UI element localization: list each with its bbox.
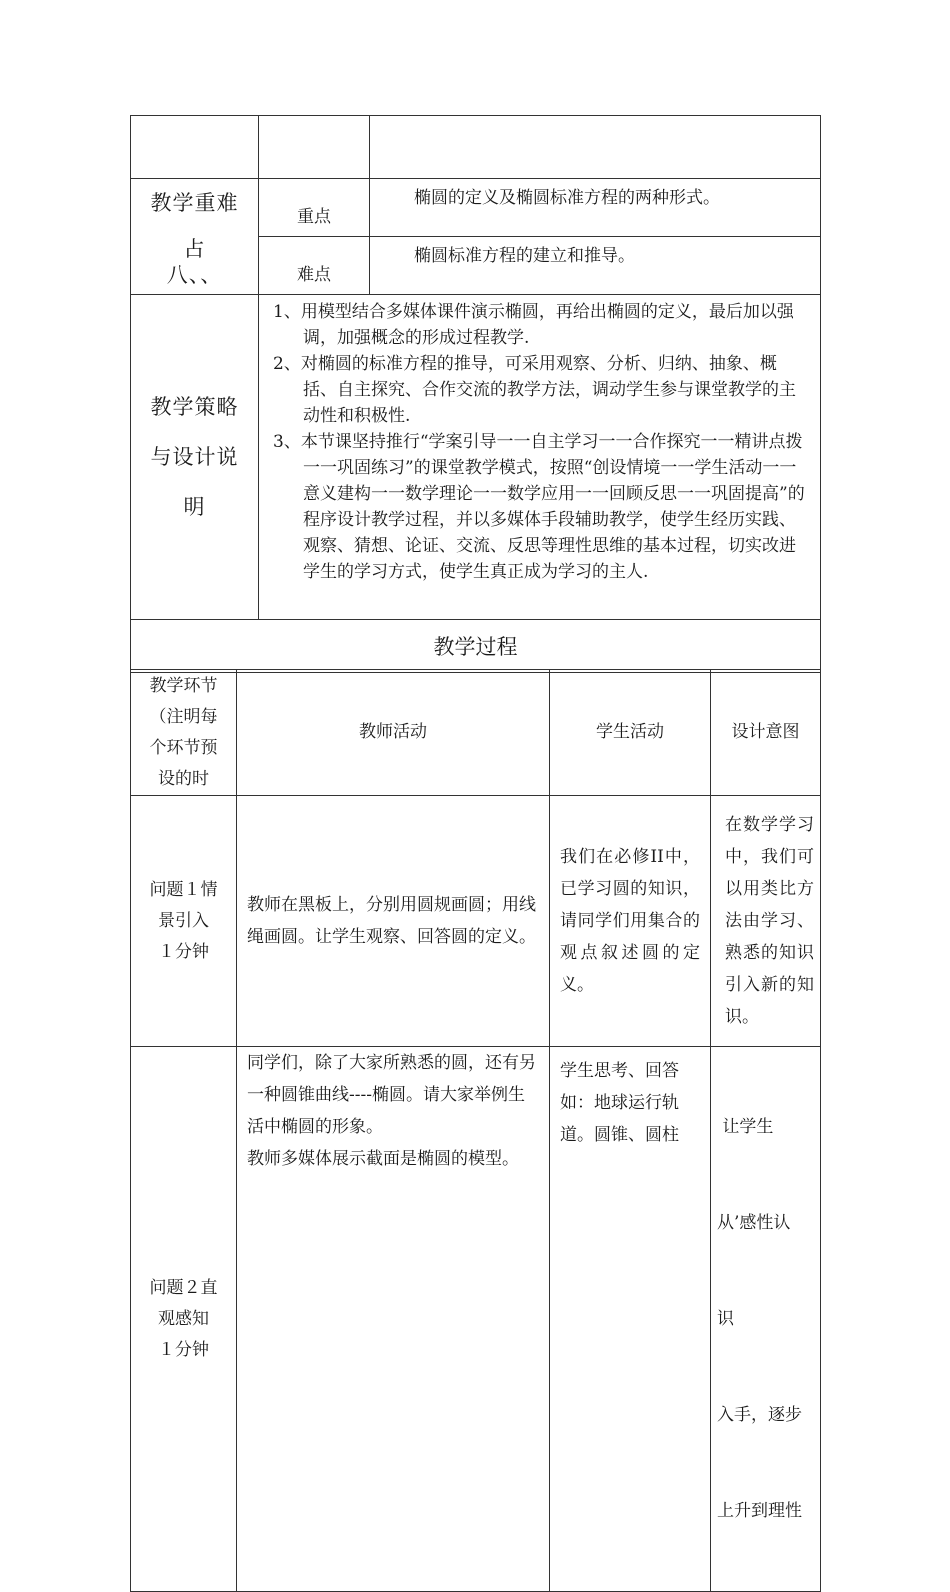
- stage-cell: [131, 796, 237, 1047]
- header-line: 设的时: [158, 768, 209, 789]
- process-header-row: [131, 670, 821, 796]
- label-line: 教学策略: [150, 395, 239, 419]
- intent-line: 从’感性认: [717, 1213, 791, 1233]
- teacher-paragraph: 同学们，除了大家所熟悉的圆，还有另一种圆锥曲线----椭圆。请大家举例生活中椭圆的形象。: [247, 1053, 536, 1137]
- difficult-point-text: 椭圆标准方程的建立和推导。: [370, 237, 821, 295]
- stage-cell: [131, 1047, 237, 1592]
- stage-header: [131, 670, 237, 796]
- stage-line: １分钟: [158, 941, 209, 962]
- teacher-activity-cell: 教师在黑板上，分别用圆规画圆；用线绳画圆。让学生观察、回答圆的定义。: [237, 796, 550, 1047]
- strategy-content: [259, 295, 821, 620]
- strategy-list: [259, 295, 820, 595]
- key-point-text: 椭圆的定义及椭圆标准方程的两种形式。: [370, 179, 821, 237]
- difficult-point-label: 难点: [259, 237, 370, 295]
- strategy-item: 3、本节课坚持推行“学案引导一一自主学习一一合作探究一一精讲点拨一一巩固练习”的课堂教学模式，按照“创设情境一一学生活动一一意义建构一一数学理论一一数学应用一一回顾反思一一巩固提高”的程序设计教学过程，并以多媒体手段辅助教学，使学生经历实践、观察、猜想、论证、交流、反思等理性思维的基本过程，切实改进学生的学习方式，使学生真正成为学习的主人.: [273, 432, 805, 582]
- label-line: 与设计说: [150, 445, 239, 469]
- strategy-label: [131, 295, 259, 620]
- label-line: 占: [183, 236, 206, 261]
- header-line: 教学环节: [149, 675, 218, 696]
- key-point-label: 重点: [259, 179, 370, 237]
- teacher-paragraph: 教师多媒体展示截面是椭圆的模型。: [247, 1149, 519, 1169]
- teaching-process-table: [130, 669, 821, 1592]
- student-activity-cell: 我们在必修II中，已学习圆的知识，请同学们用集合的观点叙述圆的定义。: [550, 796, 711, 1047]
- stage-line: 观感知: [158, 1308, 209, 1329]
- student-activity-header: 学生活动: [550, 670, 711, 796]
- design-intent-cell: 在数学学习中，我们可以用类比方法由学习、熟悉的知识引入新的知识。: [711, 796, 821, 1047]
- strategy-item: 1、用模型结合多媒体课件演示椭圆，再给出椭圆的定义，最后加以强调，加强概念的形成过程教学.: [273, 302, 794, 348]
- teacher-activity-header: 教师活动: [237, 670, 550, 796]
- process-row: [131, 1047, 821, 1592]
- intent-line: 入手，逐步: [717, 1405, 802, 1425]
- process-row: [131, 796, 821, 1047]
- process-title-row: [131, 620, 821, 673]
- stage-line: 问题１情: [149, 879, 218, 900]
- strategy-row: [131, 295, 821, 620]
- strategy-item: 2、对椭圆的标准方程的推导，可采用观察、分析、归纳、抽象、概括、自主探究、合作交流的教学方法，调动学生参与课堂教学的主动性和积极性.: [273, 354, 796, 426]
- teacher-activity-cell: [237, 1047, 550, 1592]
- intent-line: 上升到理性: [717, 1501, 802, 1521]
- process-title: 教学过程: [131, 620, 821, 673]
- design-intent-cell: [711, 1047, 821, 1592]
- label-line: 明: [183, 495, 206, 519]
- label-line: 八、、: [166, 262, 223, 287]
- stage-line: 景引入: [158, 910, 209, 931]
- key-difficult-label: [131, 179, 259, 295]
- stage-line: 问题２直: [149, 1277, 218, 1298]
- intent-line: 让学生: [717, 1117, 774, 1137]
- stage-line: １分钟: [158, 1339, 209, 1360]
- header-line: （注明每: [149, 706, 218, 727]
- blank-cell: [259, 116, 370, 179]
- key-point-row: [131, 179, 821, 237]
- design-intent-header: 设计意图: [711, 670, 821, 796]
- intent-line: 识: [717, 1309, 734, 1329]
- blank-row: [131, 116, 821, 179]
- student-activity-cell: 学生思考、回答如：地球运行轨道。圆锥、圆柱: [550, 1047, 711, 1592]
- label-line: 教学重难: [150, 190, 239, 215]
- lesson-plan-table: [130, 115, 821, 673]
- blank-cell: [370, 116, 821, 179]
- header-line: 个环节预: [149, 737, 218, 758]
- blank-cell: [131, 116, 259, 179]
